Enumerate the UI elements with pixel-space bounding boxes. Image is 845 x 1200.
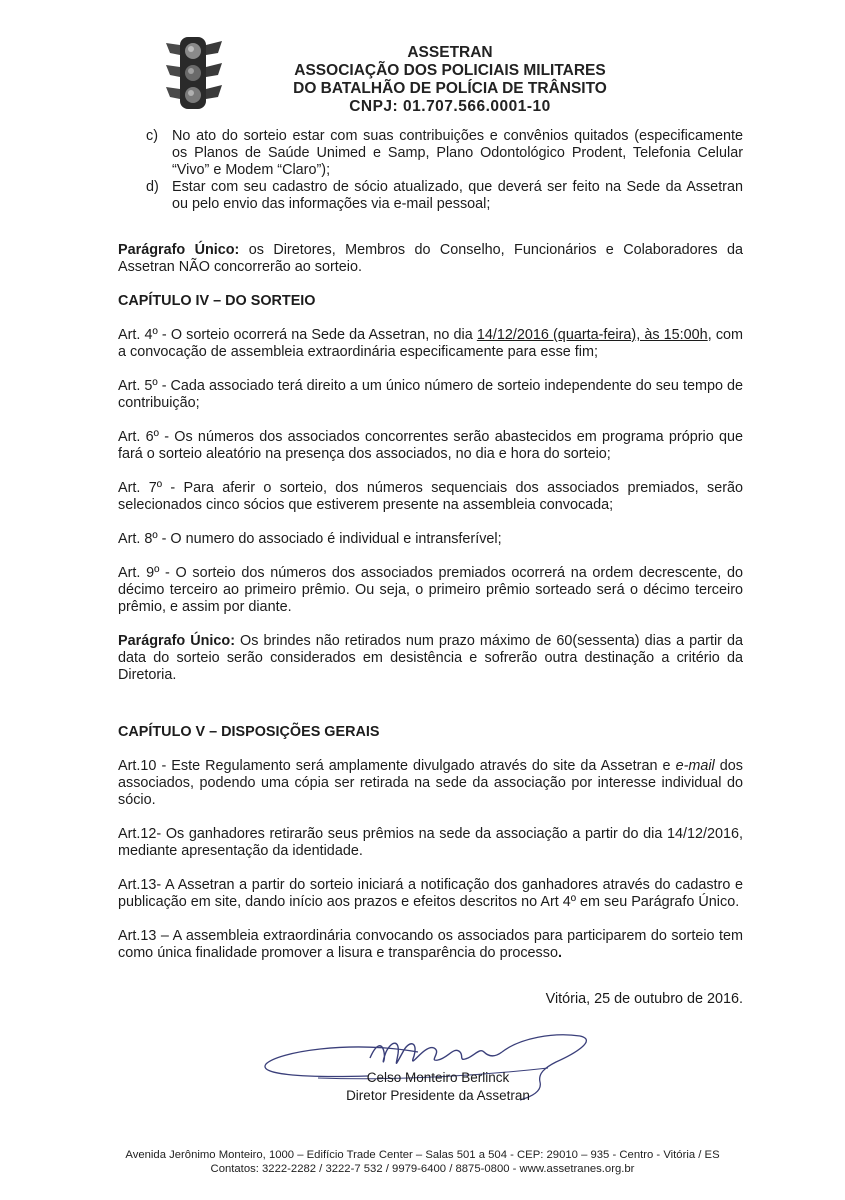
article-10 bbox=[118, 758, 743, 809]
document-body bbox=[118, 128, 743, 962]
article-13a: Art.13- A Assetran a partir do sorteio iniciará a notificação dos ganhadores através do cadastro e publicação em site, dando início aos prazos e efeitos descritos no Art 4º em seu Parágrafo Único. bbox=[118, 877, 743, 910]
list-item-d bbox=[118, 179, 743, 213]
footer-address: Avenida Jerônimo Monteiro, 1000 – Edifício Trade Center – Salas 501 a 504 - CEP: 29010 – 935 - Centro - Vitória / ES bbox=[125, 1149, 720, 1161]
chapter-4-heading: CAPÍTULO IV – DO SORTEIO bbox=[118, 293, 316, 309]
list-marker-d: d) bbox=[146, 179, 159, 195]
article-10-text: Art.10 - Este Regulamento será amplamente divulgado através do site da Assetran e bbox=[118, 758, 676, 774]
letterhead-line-2: ASSOCIAÇÃO DOS POLICIAIS MILITARES bbox=[294, 62, 606, 79]
article-12: Art.12- Os ganhadores retirarão seus prêmios na sede da associação a partir do dia 14/12/2016, mediante apresentação da identidade. bbox=[118, 826, 743, 859]
article-4-text-end: , com a convocação de assembleia extraordinária especificamente para esse fim; bbox=[118, 327, 744, 360]
article-4 bbox=[118, 327, 743, 361]
article-10-email: e-mail bbox=[675, 758, 715, 774]
signer-title: Diretor Presidente da Assetran bbox=[346, 1088, 530, 1103]
signer-block bbox=[338, 1069, 538, 1105]
article-10-text-end: dos associados, podendo uma cópia ser retirada na sede da associação por interesse individual do sócio. bbox=[118, 758, 743, 808]
footer-contacts: Contatos: 3222-2282 / 3222-7 532 / 9979-6400 / 8875-0800 - www.assetranes.org.br bbox=[210, 1163, 635, 1175]
paragrafo-label: Parágrafo Único: bbox=[118, 242, 240, 258]
letterhead bbox=[230, 44, 670, 116]
signer-name: Celso Monteiro Berlinck bbox=[366, 1070, 510, 1085]
letterhead-line-1: ASSETRAN bbox=[407, 44, 493, 61]
article-13b-end: . bbox=[557, 945, 562, 961]
article-9: Art. 9º - O sorteio dos números dos associados premiados ocorrerá na ordem decrescente, do décimo terceiro ao primeiro prêmio. Ou seja, o primeiro prêmio sorteado será o décimo terceiro prêmio, e assim por diante. bbox=[118, 565, 743, 615]
list-item-c bbox=[118, 128, 743, 179]
paragrafo-unico-2 bbox=[118, 633, 743, 684]
list-text-c: No ato do sorteio estar com suas contribuições e convênios quitados (especificamente os Planos de Saúde Unimed e Samp, Plano Odontológico Prodent, Telefonia Celular “Vivo” e Modem “Claro”); bbox=[172, 128, 743, 178]
paragrafo-label: Parágrafo Único: bbox=[118, 633, 235, 649]
article-4-text: Art. 4º - O sorteio ocorrerá na Sede da Assetran, no dia bbox=[118, 327, 477, 343]
article-13b bbox=[118, 928, 743, 962]
paragrafo-text: Os brindes não retirados num prazo máximo de 60(sessenta) dias a partir da data do sorteio serão considerados em desistência e sofrerão outra destinação a critério da Diretoria. bbox=[118, 633, 743, 683]
footer bbox=[60, 1148, 785, 1176]
article-7: Art. 7º - Para aferir o sorteio, dos números sequenciais dos associados premiados, serão selecionados cinco sócios que estiverem presente na assembleia convocada; bbox=[118, 480, 743, 513]
article-13b-text: Art.13 – A assembleia extraordinária convocando os associados para participarem do sorteio tem como única finalidade promover a lisura e transparência do processo bbox=[118, 928, 743, 961]
paragrafo-text: os Diretores, Membros do Conselho, Funcionários e Colaboradores da Assetran NÃO concorrerão ao sorteio. bbox=[118, 242, 743, 275]
letterhead-line-3: DO BATALHÃO DE POLÍCIA DE TRÂNSITO bbox=[293, 80, 607, 97]
letterhead-cnpj: CNPJ: 01.707.566.0001-10 bbox=[349, 98, 551, 115]
list-text-d: Estar com seu cadastro de sócio atualizado, que deverá ser feito na Sede da Assetran ou pelo envio das informações via e-mail pessoal; bbox=[172, 179, 743, 212]
paragrafo-unico-1 bbox=[118, 242, 743, 276]
list-marker-c: c) bbox=[146, 128, 158, 144]
article-5: Art. 5º - Cada associado terá direito a um único número de sorteio independente do seu tempo de contribuição; bbox=[118, 378, 743, 411]
chapter-5-heading: CAPÍTULO V – DISPOSIÇÕES GERAIS bbox=[118, 724, 380, 740]
article-8: Art. 8º - O numero do associado é individual e intransferível; bbox=[118, 531, 502, 547]
place-date: Vitória, 25 de outubro de 2016. bbox=[545, 991, 743, 1007]
article-4-date: 14/12/2016 (quarta-feira), às 15:00h bbox=[476, 327, 708, 343]
traffic-light-icon bbox=[160, 35, 230, 115]
article-6: Art. 6º - Os números dos associados concorrentes serão abastecidos em programa próprio que fará o sorteio aleatório na presença dos associados, no dia e hora do sorteio; bbox=[118, 429, 743, 462]
